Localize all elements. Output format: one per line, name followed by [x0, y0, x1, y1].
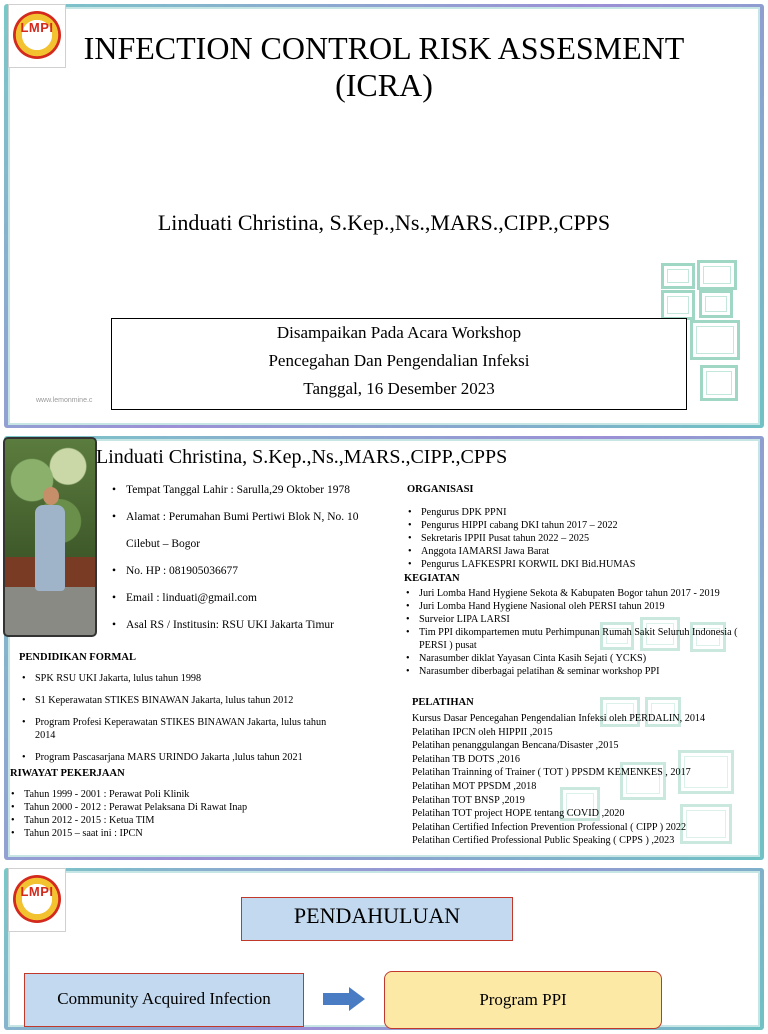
slide-title [0, 0, 768, 432]
bio-item: • No. HP : 081905036677 [112, 565, 397, 577]
kegiatan-item: • Narasumber diberbagai pelatihan & seminar workshop PPI [403, 665, 743, 678]
organisasi-item: • Pengurus DPK PPNI [405, 506, 735, 519]
logo-text: LMPI [20, 20, 54, 35]
community-acquired-infection-box: Community Acquired Infection [24, 973, 304, 1027]
right-arrow-icon [323, 987, 365, 1011]
bio-item: • Asal RS / Institusin: RSU UKI Jakarta Timur [112, 619, 397, 631]
pendidikan-item: • S1 Keperawatan STIKES BINAWAN Jakarta, lulus tahun 2012 [19, 694, 339, 707]
slide-pendahuluan [0, 864, 768, 1034]
bio-item: • Email : linduati@gmail.com [112, 592, 397, 604]
kegiatan-item: • Tim PPI dikompartemen mutu Perhimpunan Rumah Sakit Seluruh Indonesia ( PERSI ) pusat [403, 626, 743, 652]
pelatihan-item: Pelatihan Trainning of Trainer ( TOT ) PPSDM KEMENKES , 2017 [412, 767, 691, 779]
event-line: Pencegahan Dan Pengendalian Infeksi [268, 351, 530, 370]
organisasi-list [405, 506, 735, 571]
watermark-text: www.lemonmine.c [36, 397, 93, 404]
lmpi-logo [8, 4, 66, 68]
riwayat-item: • Tahun 2015 – saat ini : IPCN [8, 827, 308, 840]
organisasi-item: • Sekretaris IPPII Pusat tahun 2022 – 2025 [405, 532, 735, 545]
decorative-square [700, 365, 738, 401]
pendidikan-list [19, 672, 339, 764]
event-info-box [111, 318, 687, 410]
kegiatan-item: • Surveior LIPA LARSI [403, 613, 743, 626]
pelatihan-item: Pelatihan Certified Infection Prevention Professional ( CIPP ) 2022 [412, 821, 687, 833]
riwayat-item: • Tahun 2012 - 2015 : Ketua TIM [8, 814, 308, 827]
kegiatan-list [403, 587, 743, 678]
section-heading: PENDAHULUAN [241, 897, 513, 941]
riwayat-item: • Tahun 2000 - 2012 : Perawat Pelaksana Di Rawat Inap [8, 801, 308, 814]
pelatihan-list [412, 712, 757, 848]
pelatihan-item: Pelatihan Certified Professional Public Speaking ( CPPS ) ,2023 [412, 835, 675, 847]
pelatihan-item: Pelatihan TB DOTS ,2016 [412, 753, 520, 765]
program-ppi-box: Program PPI [384, 971, 662, 1029]
event-line: Disampaikan Pada Acara Workshop [276, 323, 522, 342]
slide-profile [0, 432, 768, 864]
kegiatan-item: • Juri Lomba Hand Hygiene Nasional oleh PERSI tahun 2019 [403, 600, 743, 613]
lmpi-logo [8, 868, 66, 932]
logo-text: LMPI [20, 884, 54, 899]
pendidikan-item: • SPK RSU UKI Jakarta, lulus tahun 1998 [19, 672, 339, 685]
kegiatan-item: • Juri Lomba Hand Hygiene Sekota & Kabupaten Bogor tahun 2017 - 2019 [403, 587, 743, 600]
riwayat-list [8, 788, 308, 840]
kegiatan-heading: KEGIATAN [404, 573, 460, 584]
riwayat-item: • Tahun 1999 - 2001 : Perawat Poli Klinik [8, 788, 308, 801]
event-date: Tanggal, 16 Desember 2023 [303, 379, 495, 398]
bio-item: • Tempat Tanggal Lahir : Sarulla,29 Oktober 1978 [112, 484, 397, 496]
decorative-square [690, 320, 740, 360]
kegiatan-item: • Narasumber diklat Yayasan Cinta Kasih Sejati ( YCKS) [403, 652, 743, 665]
pelatihan-item: Pelatihan penanggulangan Bencana/Disaster ,2015 [412, 740, 619, 752]
organisasi-item: • Anggota IAMARSI Jawa Barat [405, 545, 735, 558]
pelatihan-item: Pelatihan MOT PPSDM ,2018 [412, 780, 537, 792]
presentation-title: INFECTION CONTROL RISK ASSESMENT (ICRA) [83, 30, 685, 103]
profile-photo [3, 437, 97, 637]
pendidikan-heading: PENDIDIKAN FORMAL [19, 652, 136, 663]
pendidikan-item: • Program Profesi Keperawatan STIKES BINAWAN Jakarta, lulus tahun 2014 [19, 716, 339, 742]
organisasi-item: • Pengurus LAFKESPRI KORWIL DKI Bid.HUMAS [405, 558, 735, 571]
pelatihan-heading: PELATIHAN [412, 697, 474, 708]
bio-item: Cilebut – Bogor [126, 538, 201, 550]
decorative-square [661, 290, 695, 320]
profile-name: Linduati Christina, S.Kep.,Ns.,MARS.,CIPP.,CPPS [96, 446, 508, 468]
pendidikan-item: • Program Pascasarjana MARS URINDO Jakarta ,lulus tahun 2021 [19, 751, 339, 764]
pelatihan-item: Pelatihan IPCN oleh HIPPII ,2015 [412, 726, 553, 738]
organisasi-heading: ORGANISASI [407, 484, 474, 495]
pelatihan-item: Kursus Dasar Pencegahan Pengendalian Infeksi oleh PERDALIN, 2014 [412, 713, 706, 724]
biodata-list [112, 484, 397, 631]
pelatihan-item: Pelatihan TOT BNSP ,2019 [412, 794, 525, 806]
bio-item: • Alamat : Perumahan Bumi Pertiwi Blok N, No. 10 [112, 511, 397, 523]
riwayat-heading: RIWAYAT PEKERJAAN [10, 768, 125, 779]
decorative-square [697, 260, 737, 290]
decorative-square [699, 290, 733, 318]
decorative-square [661, 263, 695, 289]
pelatihan-item: Pelatihan TOT project HOPE tentang COVID ,2020 [412, 808, 625, 820]
organisasi-item: • Pengurus HIPPI cabang DKI tahun 2017 – 2022 [405, 519, 735, 532]
author-name: Linduati Christina, S.Kep.,Ns.,MARS.,CIPP.,CPPS [157, 210, 611, 235]
